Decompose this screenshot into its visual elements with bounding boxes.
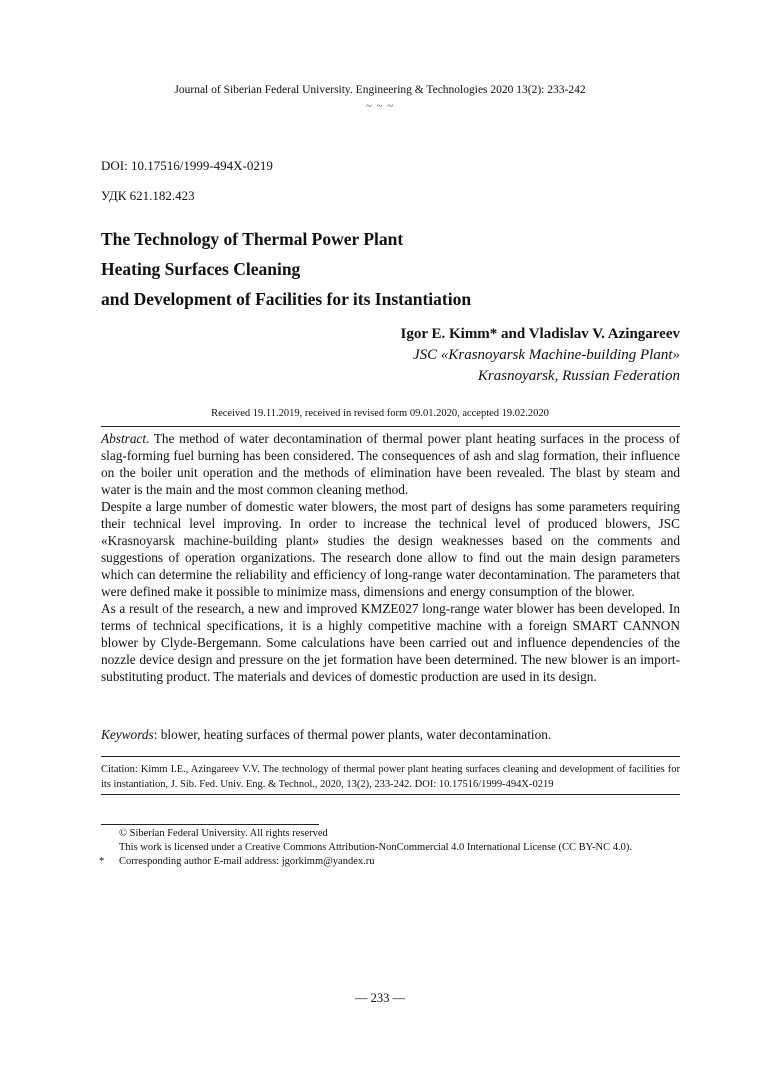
- abstract-paragraph-3: As a result of the research, a new and improved KMZE027 long-range water blower has been developed. In terms of technical specifications, it is a highly competitive machine with a foreign SMART CANNON blower by Clyde-Bergemann. Some calculations have been carried out and influence dependencies of the nozzle device design and pressure on the jet formation have been determined. The new blower is an import-substituting product. The materials and devices of domestic production are used in its design.: [101, 601, 680, 684]
- title-line-1: The Technology of Thermal Power Plant: [101, 229, 404, 249]
- abstract-label: Abstract: [101, 431, 147, 446]
- received-dates: Received 19.11.2019, received in revised form 09.01.2020, accepted 19.02.2020: [211, 408, 549, 419]
- author-block: [401, 324, 681, 387]
- abstract: [101, 430, 680, 685]
- divider-top: [101, 426, 680, 427]
- article-title: [101, 224, 471, 314]
- keywords: Keywords: blower, heating surfaces of thermal power plants, water decontamination.: [101, 727, 552, 742]
- footnotes: [101, 827, 701, 869]
- journal-header: Journal of Siberian Federal University. Engineering & Technologies 2020 13(2): 233-242: [174, 84, 586, 96]
- divider-citation-bottom: [101, 794, 680, 795]
- page-number: — 233 —: [355, 991, 405, 1005]
- divider-citation-top: [101, 756, 680, 757]
- title-line-3: and Development of Facilities for its Instantiation: [101, 289, 472, 309]
- author-location: Krasnoyarsk, Russian Federation: [477, 368, 680, 384]
- author-affiliation: JSC «Krasnoyarsk Machine-building Plant»: [412, 347, 680, 363]
- citation: Citation: Kimm I.E., Azingareev V.V. The technology of thermal power plant heating surfaces cleaning and development of facilities for its instantiation, J. Sib. Fed. Univ. Eng. & Technol., 2020, 13(2), 233-242. DOI: 10.17516/1999-494X-0219: [101, 764, 680, 790]
- corresponding-note: * Corresponding author E-mail address: jgorkimm@yandex.ru: [99, 856, 375, 867]
- doi: DOI: 10.17516/1999-494X-0219: [101, 158, 273, 173]
- license-note: This work is licensed under a Creative Commons Attribution-NonCommercial 4.0 International License (CC BY-NC 4.0).: [119, 842, 632, 853]
- asterisk-mark: *: [99, 856, 105, 867]
- author-names: Igor E. Kimm* and Vladislav V. Azingareev: [400, 326, 680, 342]
- header-separator: ~ ~ ~: [365, 100, 395, 112]
- udc-code: УДК 621.182.423: [101, 188, 195, 203]
- abstract-paragraph-2: Despite a large number of domestic water blowers, the most part of designs has some parameters requiring their technical level improving. In order to increase the technical level of produced blowers, JSC «Krasnoyarsk machine-building plant» studies the design weaknesses based on the comments and suggestions of operation organizations. The research done allow to find out the main design parameters which can determine the reliability and efficiency of long-range water decontamination. The parameters that were defined make it possible to minimize mass, dimensions and energy consumption of the blower.: [101, 499, 680, 599]
- abstract-paragraph-1: Abstract. The method of water decontamination of thermal power plant heating surfaces in the process of slag-forming fuel burning has been considered. The consequences of ash and slag formation, their influence on the boiler unit operation and the methods of elimination have been revealed. The blast by steam and water is the main and the most common cleaning method.: [101, 431, 680, 497]
- keywords-label: Keywords: [101, 727, 154, 742]
- title-line-2: Heating Surfaces Cleaning: [101, 259, 301, 279]
- copyright-note: © Siberian Federal University. All rights reserved: [119, 828, 328, 839]
- footnote-divider: [101, 824, 319, 825]
